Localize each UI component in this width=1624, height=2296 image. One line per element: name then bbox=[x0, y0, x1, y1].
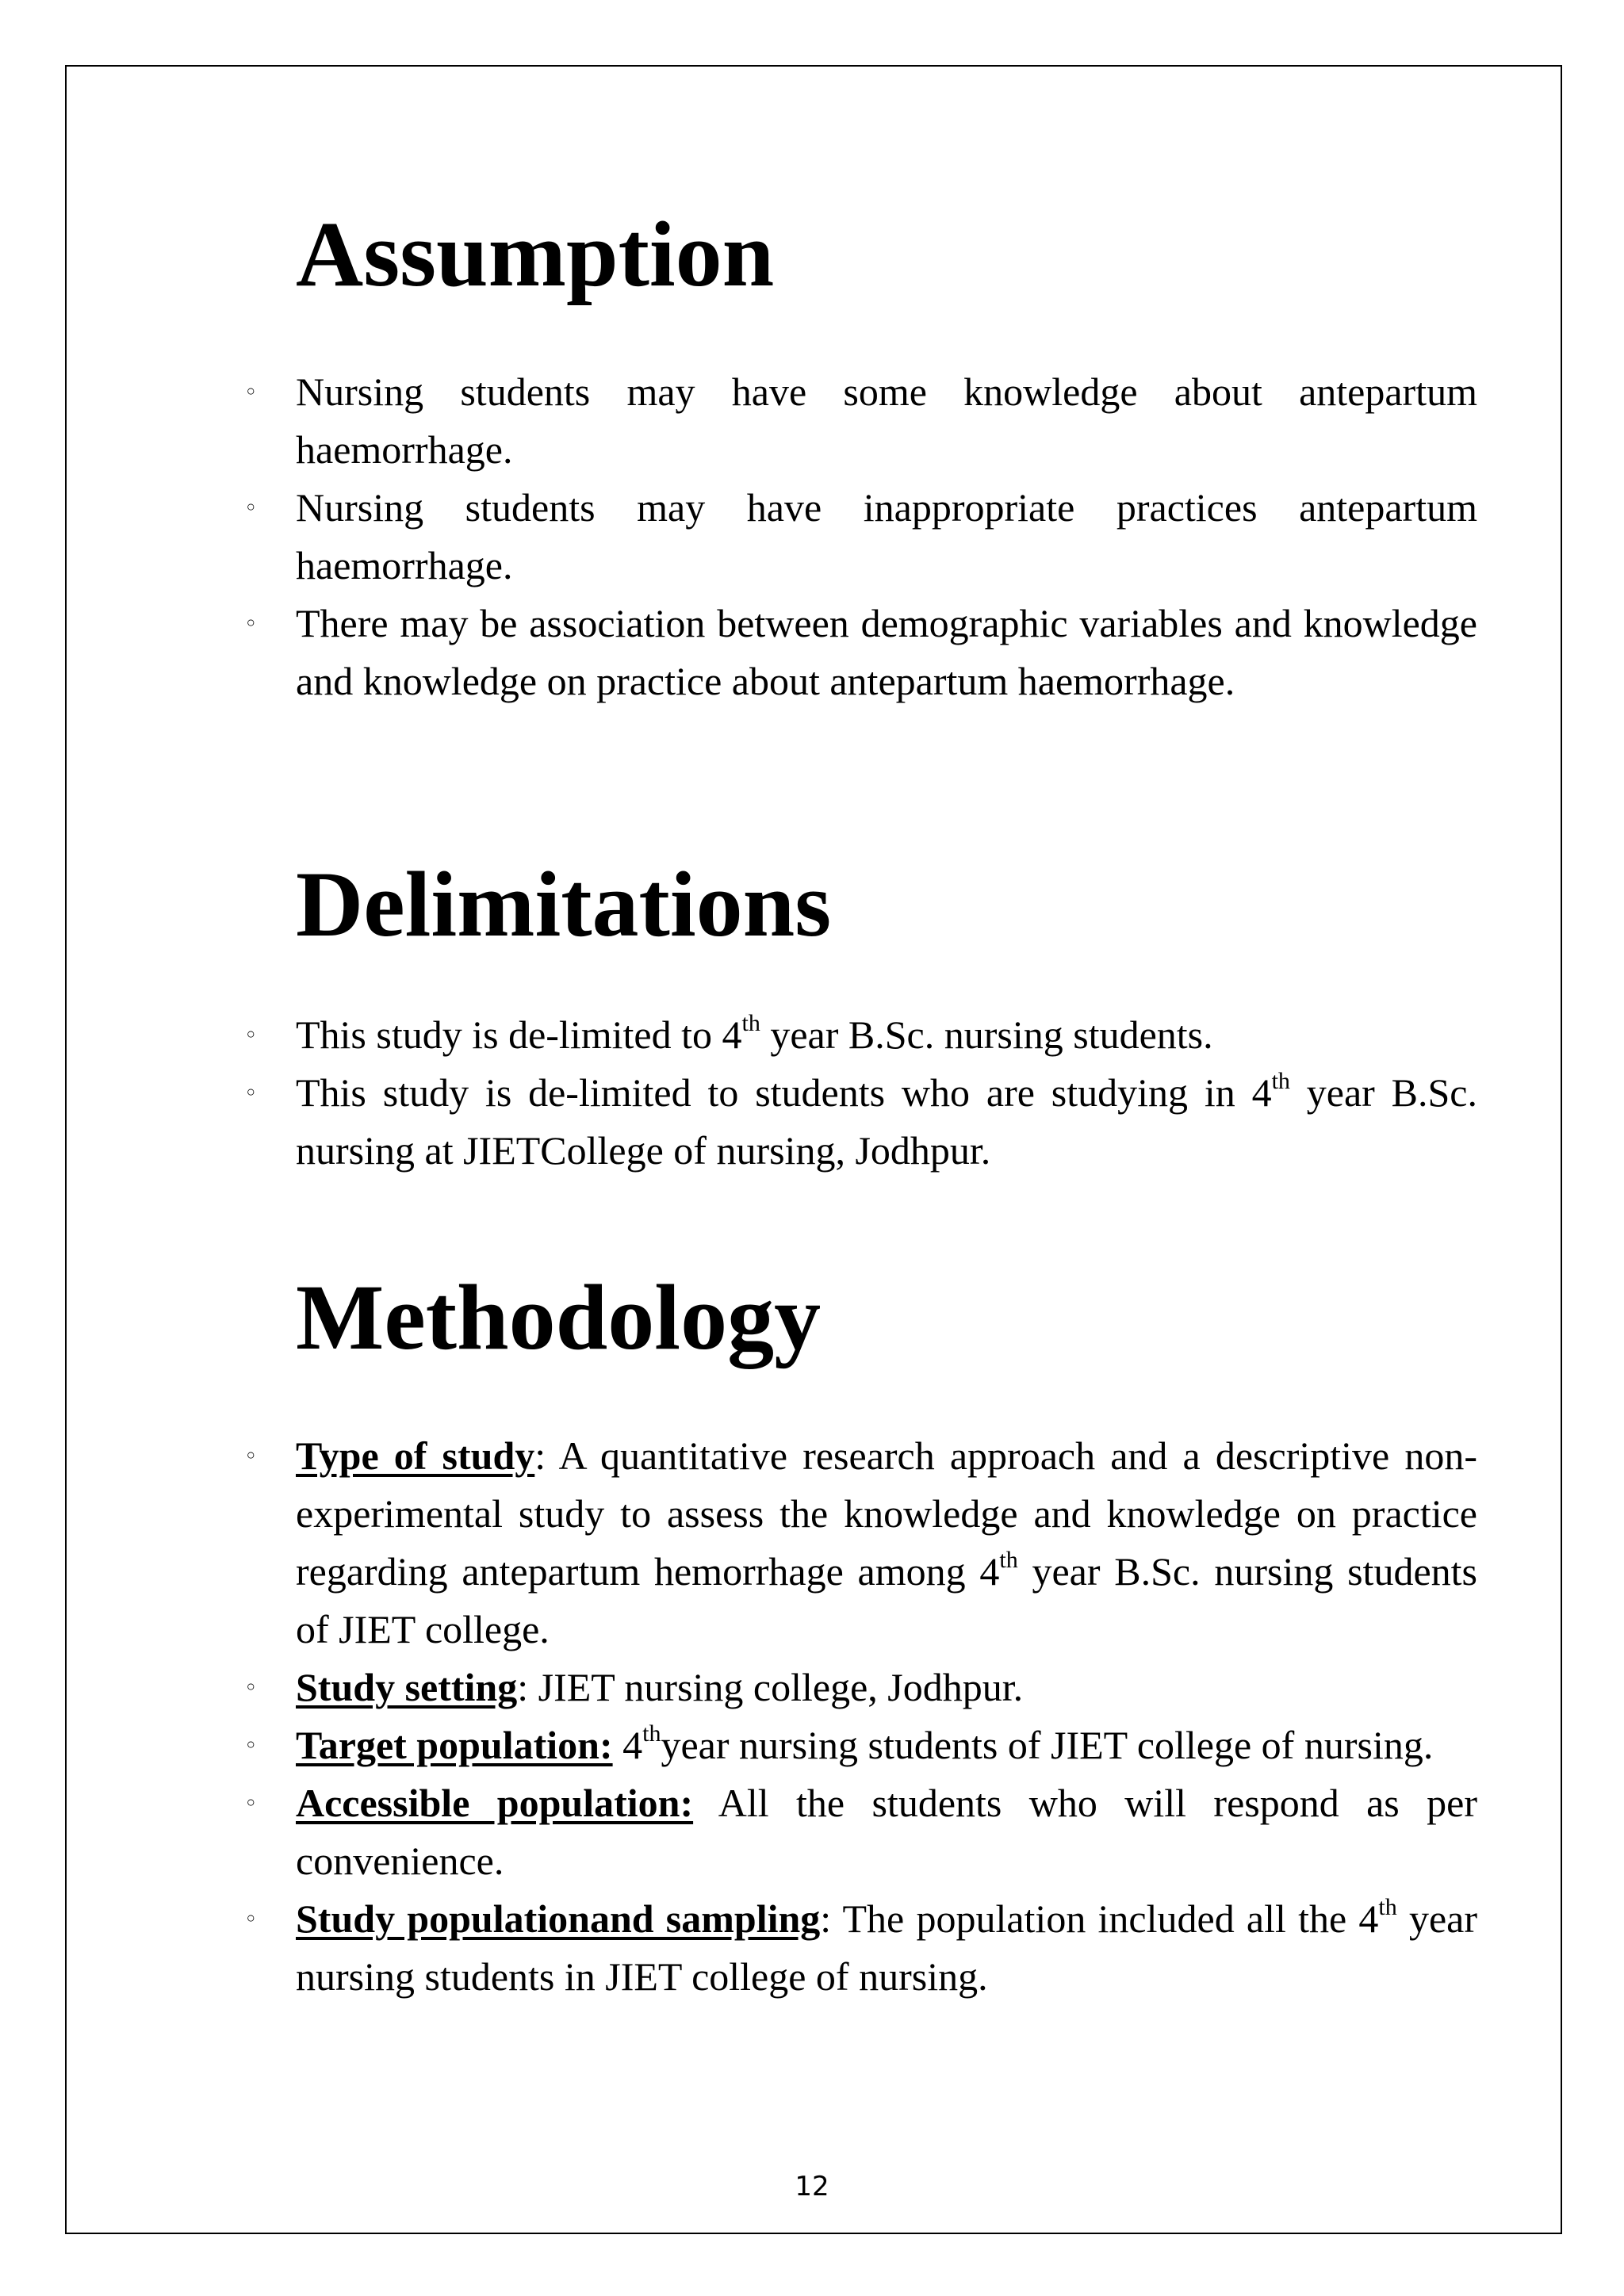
delimitations-list bbox=[244, 1006, 1477, 1180]
bullet-icon: ◦ bbox=[244, 1443, 258, 1469]
list-item-text: 4 bbox=[612, 1723, 643, 1767]
term-accessible-population: Accessible population: bbox=[296, 1781, 694, 1825]
ordinal-suffix: th bbox=[741, 1010, 760, 1037]
ordinal-suffix: th bbox=[999, 1547, 1018, 1574]
term-study-setting: Study setting bbox=[296, 1665, 518, 1709]
section-heading-assumption: Assumption bbox=[296, 202, 775, 306]
list-item bbox=[244, 1064, 1477, 1180]
list-item bbox=[244, 1774, 1477, 1890]
term-separator: : bbox=[534, 1433, 546, 1478]
list-item bbox=[244, 1890, 1477, 2006]
bullet-icon: ◦ bbox=[244, 1080, 258, 1106]
assumption-list bbox=[244, 363, 1477, 710]
bullet-icon: ◦ bbox=[244, 379, 258, 405]
list-item-text: year B.Sc. nursing students. bbox=[760, 1012, 1213, 1057]
list-item-text: This study is de-limited to 4 bbox=[296, 1012, 742, 1057]
bullet-icon: ◦ bbox=[244, 1022, 258, 1048]
ordinal-suffix: th bbox=[1271, 1068, 1290, 1095]
list-item bbox=[244, 1659, 1477, 1716]
list-item bbox=[244, 1427, 1478, 1659]
list-item-text: All the students who will respond as per convenience. bbox=[296, 1781, 1477, 1883]
list-item bbox=[244, 1716, 1477, 1774]
ordinal-suffix: th bbox=[642, 1720, 661, 1747]
bullet-icon: ◦ bbox=[244, 495, 258, 521]
term-target-population: Target population: bbox=[296, 1723, 613, 1767]
term-type-of-study: Type of study bbox=[296, 1433, 535, 1478]
list-item-text: Nursing students may have inappropriate practices antepartum haemorrhage. bbox=[296, 485, 1477, 587]
list-item-text: year B.Sc. nursing students of JIET college. bbox=[296, 1549, 1477, 1651]
section-heading-delimitations: Delimitations bbox=[296, 852, 832, 956]
term-study-population-and-sampling: Study populationand sampling bbox=[296, 1896, 821, 1941]
bullet-icon: ◦ bbox=[244, 1732, 258, 1758]
list-item-text: The population included all the 4 bbox=[831, 1896, 1379, 1941]
term-separator: : bbox=[820, 1896, 832, 1941]
list-item bbox=[244, 363, 1477, 479]
page-number: 12 bbox=[795, 2171, 829, 2202]
bullet-icon: ◦ bbox=[244, 1790, 258, 1816]
bullet-icon: ◦ bbox=[244, 610, 258, 637]
ordinal-suffix: th bbox=[1378, 1894, 1397, 1921]
section-heading-methodology: Methodology bbox=[296, 1265, 822, 1369]
list-item-text: There may be association between demographic variables and knowledge and knowledge on practice about antepartum haemorrhage. bbox=[296, 601, 1477, 703]
list-item-text: This study is de-limited to students who are studying in 4 bbox=[296, 1070, 1272, 1115]
methodology-list bbox=[244, 1427, 1478, 2006]
list-item-text: Nursing students may have some knowledge about antepartum haemorrhage. bbox=[296, 369, 1477, 472]
list-item-text: year nursing students in JIET college of nursing. bbox=[296, 1896, 1477, 1999]
bullet-icon: ◦ bbox=[244, 1674, 258, 1701]
list-item-text: year B.Sc. nursing at JIETCollege of nursing, Jodhpur. bbox=[296, 1070, 1477, 1173]
list-item-text: JIET nursing college, Jodhpur. bbox=[528, 1665, 1024, 1709]
list-item bbox=[244, 1006, 1477, 1064]
term-separator: : bbox=[517, 1665, 529, 1709]
list-item-text: A quantitative research approach and a descriptive non-experimental study to assess the knowledge and knowledge on practice regarding antepartum hemorrhage among 4 bbox=[296, 1433, 1478, 1594]
list-item bbox=[244, 479, 1477, 595]
list-item bbox=[244, 595, 1477, 710]
list-item-text: year nursing students of JIET college of nursing. bbox=[661, 1723, 1434, 1767]
bullet-icon: ◦ bbox=[244, 1906, 258, 1932]
